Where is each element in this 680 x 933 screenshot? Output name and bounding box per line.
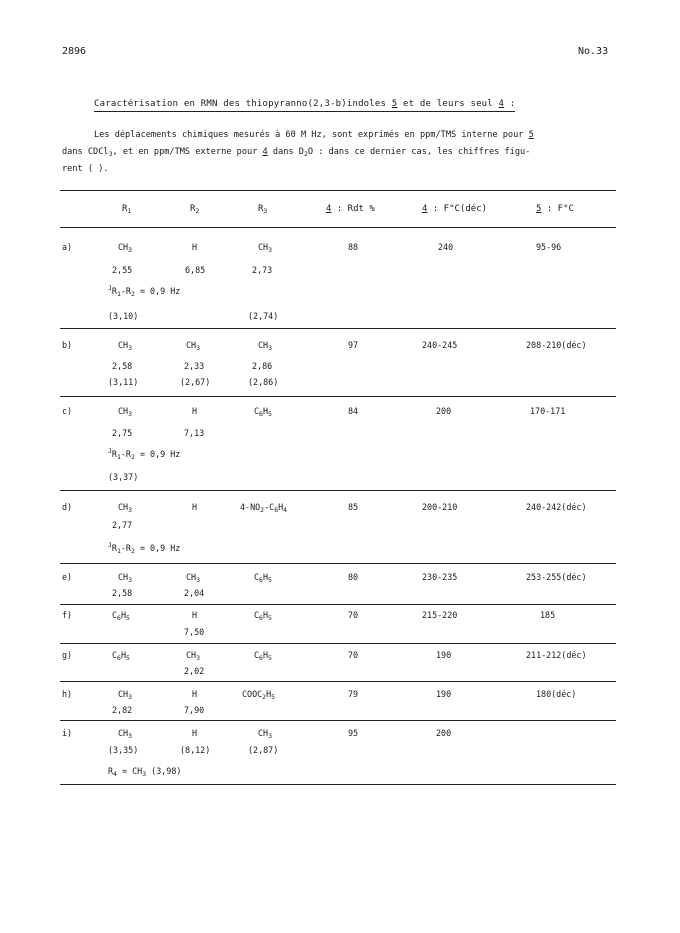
r2-value: H xyxy=(192,610,198,620)
r1-value: $CH_3$ xyxy=(118,242,133,254)
r3-value: $COOC_2H_5$ xyxy=(242,689,276,701)
page-number: 2896 xyxy=(62,46,87,57)
r3-value: $CH_3$ xyxy=(258,340,273,352)
intro-line-1: Les déplacements chimiques mesurés à 60 M Hz, sont exprimés en ppm/TMS interne pour 5 xyxy=(94,130,534,140)
f5-value: 208-210(déc) xyxy=(526,340,587,350)
shift-r2: 7,90 xyxy=(184,705,205,715)
shift-r1: 2,82 xyxy=(112,705,133,715)
f4-value: 190 xyxy=(436,650,452,660)
col-r3: $R_3$ xyxy=(258,204,268,215)
shift-r2: 7,13 xyxy=(184,428,205,438)
r1-value: $C_6H_5$ xyxy=(112,650,130,662)
r1-value: $C_6H_5$ xyxy=(112,610,130,622)
paren-r1: (3,11) xyxy=(108,377,139,387)
coupling-constant: $^JR_1-R_2 = 0,9$ Hz xyxy=(108,447,181,461)
f5-value: 240-242(déc) xyxy=(526,502,587,512)
shift-r1: 2,58 xyxy=(112,361,133,371)
rdt-value: 97 xyxy=(348,340,359,350)
shift-r2: 6,85 xyxy=(185,265,206,275)
issue-number: No.33 xyxy=(578,46,609,57)
r1-value: $CH_3$ xyxy=(118,502,133,514)
r2-value: H xyxy=(192,406,198,416)
f5-value: 95-96 xyxy=(536,242,562,252)
f4-value: 200 xyxy=(436,406,452,416)
row-rule xyxy=(60,328,616,329)
shift-r1: 2,77 xyxy=(112,520,133,530)
r2-value: H xyxy=(192,728,198,738)
paren-r1: (3,10) xyxy=(108,311,139,321)
shift-r2: 2,33 xyxy=(184,361,205,371)
shift-r1: 2,55 xyxy=(112,265,133,275)
rdt-value: 70 xyxy=(348,650,359,660)
col-r1: $R_1$ xyxy=(122,204,132,215)
row-rule xyxy=(60,681,616,682)
r3-value: $C_6H_5$ xyxy=(254,650,272,662)
r4-note: $R_4 = CH_3$ (3,98) xyxy=(108,766,182,778)
paren-r2: (8,12) xyxy=(180,745,211,755)
r3-value: $CH_3$ xyxy=(258,728,273,740)
f4-value: 230-235 xyxy=(422,572,458,582)
shift-r2: 2,02 xyxy=(184,666,205,676)
paren-r1: (3,35) xyxy=(108,745,139,755)
rdt-value: 70 xyxy=(348,610,359,620)
shift-r1: 2,58 xyxy=(112,588,133,598)
f5-value: 253-255(déc) xyxy=(526,572,587,582)
paren-r3: (2,87) xyxy=(248,745,279,755)
f5-value: 180(déc) xyxy=(536,689,577,699)
rdt-value: 84 xyxy=(348,406,359,416)
row-rule xyxy=(60,604,616,605)
r2-value: $CH_3$ xyxy=(186,340,201,352)
row-label: g) xyxy=(62,650,73,660)
r2-value: H xyxy=(192,242,198,252)
row-label: b) xyxy=(62,340,73,350)
row-rule xyxy=(60,490,616,491)
r3-value: $C_6H_5$ xyxy=(254,610,272,622)
row-label: h) xyxy=(62,689,73,699)
shift-r1: 2,75 xyxy=(112,428,133,438)
intro-line-2: dans CDCl$_3$, et en ppm/TMS externe pour 4 dans $D_2O$ : dans ce dernier cas, les chiffres figu- xyxy=(62,147,531,158)
r1-value: $CH_3$ xyxy=(118,340,133,352)
f4-value: 200-210 xyxy=(422,502,458,512)
r1-value: $CH_3$ xyxy=(118,406,133,418)
row-label: a) xyxy=(62,242,73,252)
header-rule xyxy=(60,227,616,228)
col-rdt: 4 : Rdt % xyxy=(326,204,375,214)
rdt-value: 95 xyxy=(348,728,359,738)
coupling-constant: $^JR_1-R_2 = 0,9$ Hz xyxy=(108,541,181,555)
table-bottom-rule xyxy=(60,784,616,785)
r2-value: H xyxy=(192,689,198,699)
shift-r2: 2,04 xyxy=(184,588,205,598)
row-label: d) xyxy=(62,502,73,512)
rdt-value: 88 xyxy=(348,242,359,252)
row-rule xyxy=(60,643,616,644)
row-label: f) xyxy=(62,610,73,620)
paren-r3: (2,86) xyxy=(248,377,279,387)
f4-value: 240 xyxy=(438,242,454,252)
r1-value: $CH_3$ xyxy=(118,572,133,584)
col-f5: 5 : F°C xyxy=(536,204,574,214)
r3-value: $C_6H_5$ xyxy=(254,406,272,418)
r2-value: H xyxy=(192,502,198,512)
f4-value: 240-245 xyxy=(422,340,458,350)
row-rule xyxy=(60,396,616,397)
f5-value: 211-212(déc) xyxy=(526,650,587,660)
row-label: i) xyxy=(62,728,73,738)
f4-value: 215-220 xyxy=(422,610,458,620)
r3-value: $CH_3$ xyxy=(258,242,273,254)
r2-value: $CH_3$ xyxy=(186,572,201,584)
section-title: Caractérisation en RMN des thiopyranno(2,3-b)indoles 5 et de leurs seul 4 : xyxy=(94,99,515,112)
f5-value: 185 xyxy=(540,610,556,620)
col-f4: 4 : F°C(déc) xyxy=(422,204,488,214)
r1-value: $CH_3$ xyxy=(118,689,133,701)
f5-value: 170-171 xyxy=(530,406,566,416)
col-r2: $R_2$ xyxy=(190,204,200,215)
rdt-value: 85 xyxy=(348,502,359,512)
r1-value: $CH_3$ xyxy=(118,728,133,740)
row-rule xyxy=(60,563,616,564)
shift-r2: 7,50 xyxy=(184,627,205,637)
row-rule xyxy=(60,720,616,721)
row-label: e) xyxy=(62,572,73,582)
f4-value: 190 xyxy=(436,689,452,699)
rdt-value: 79 xyxy=(348,689,359,699)
intro-line-3: rent ( ). xyxy=(62,164,109,174)
row-label: c) xyxy=(62,406,73,416)
paren-r3: (2,74) xyxy=(248,311,279,321)
paren-r1: (3,37) xyxy=(108,472,139,482)
shift-r3: 2,86 xyxy=(252,361,273,371)
table-top-rule xyxy=(60,190,616,191)
coupling-constant: $^JR_1-R_2 = 0,9$ Hz xyxy=(108,284,181,298)
rdt-value: 80 xyxy=(348,572,359,582)
r2-value: $CH_3$ xyxy=(186,650,201,662)
r3-value: $C_6H_5$ xyxy=(254,572,272,584)
shift-r3: 2,73 xyxy=(252,265,273,275)
r3-value: $4-NO_2-C_6H_4$ xyxy=(240,502,288,514)
paren-r2: (2,67) xyxy=(180,377,211,387)
f4-value: 200 xyxy=(436,728,452,738)
